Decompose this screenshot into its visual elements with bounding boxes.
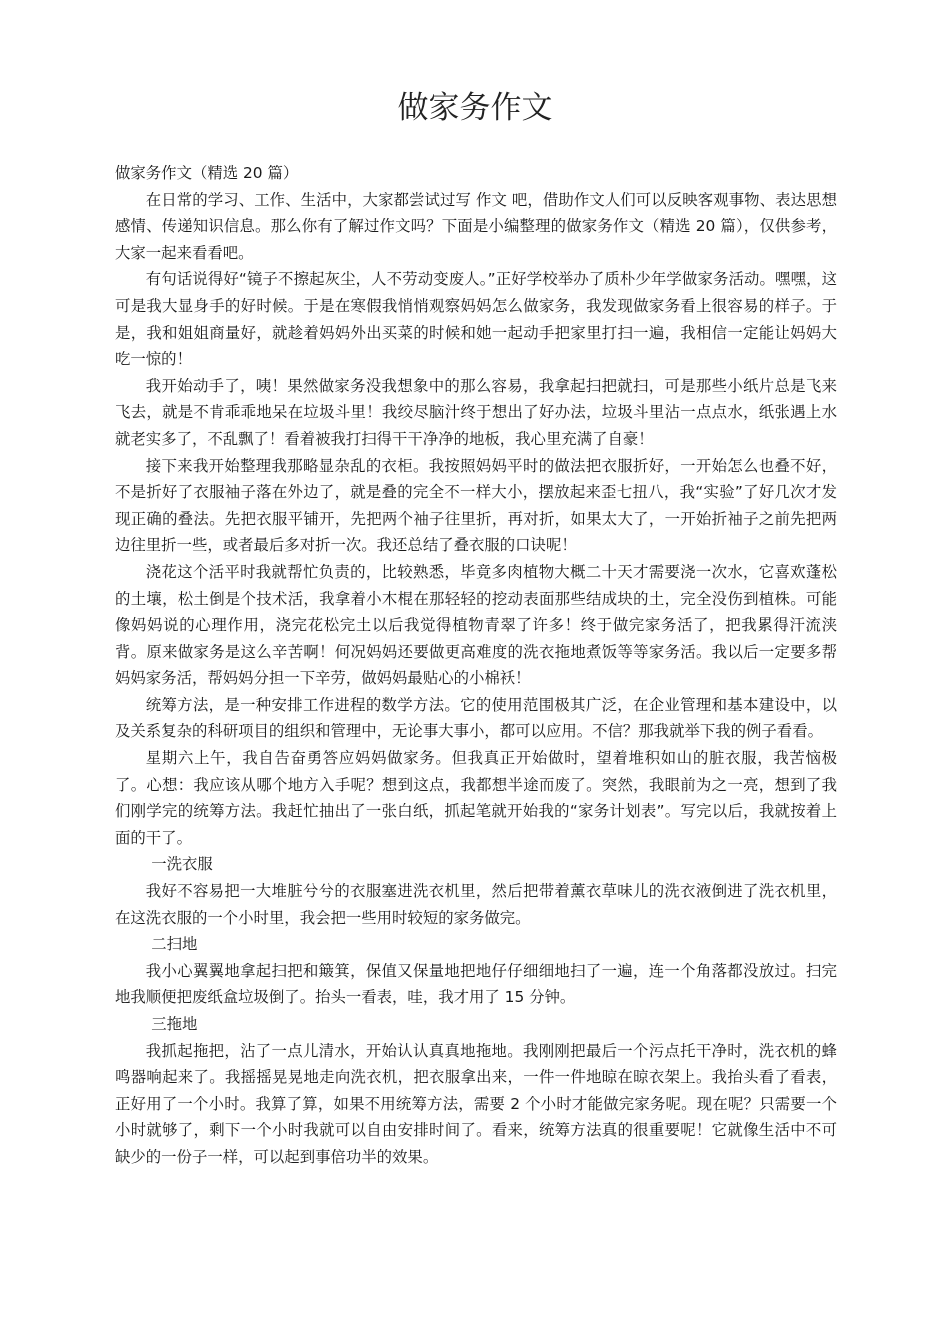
section-label: 一洗衣服 [151, 855, 213, 874]
body-paragraph: 有句话说得好“镜子不擦起灰尘，人不劳动变废人。”正好学校举办了质朴少年学做家务活动。嘿嘿，这可是我大显身手的好时候。于是在寒假我悄悄观察妈妈怎么做家务，我发现做家务看上很容易的样子。于是，我和姐姐商量好，就趁着妈妈外出买菜的时候和她一起动手把家里打扫一遍，我相信一定能让妈妈大吃一惊的！ [115, 270, 837, 369]
section-label: 三拖地 [151, 1015, 198, 1033]
body-paragraph: 我开始动手了，咦！果然做家务没我想象中的那么容易，我拿起扫把就扫，可是那些小纸片总是飞来飞去，就是不肯乖乖地呆在垃圾斗里！我绞尽脑汁终于想出了好办法，垃圾斗里沾一点点水，纸张遇上水就老实多了，不乱飘了！看着被我打扫得干干净净的地板，我心里充满了自豪！ [115, 376, 837, 448]
body-paragraph: 浇花这个活平时我就帮忙负责的，比较熟悉，毕竟多肉植物大概二十天才需要浇一次水，它喜欢蓬松的土壤，松土倒是个技术活，我拿着小木棍在那轻轻的挖动表面那些结成块的土，完全没伤到植株。可能像妈妈说的心理作用，浇完花松完土以后我觉得植物青翠了许多！终于做完家务活了，把我累得汗流浃背。原来做家务是这么辛苦啊！何况妈妈还要做更高难度的洗衣拖地煮饭等等家务活。我以后一定要多帮妈妈家务活，帮妈妈分担一下辛劳，做妈妈最贴心的小棉袄！ [115, 562, 837, 688]
body-paragraph: 我好不容易把一大堆脏兮兮的衣服塞进洗衣机里，然后把带着薰衣草味儿的洗衣液倒进了洗衣机里，在这洗衣服的一个小时里，我会把一些用时较短的家务做完。 [115, 882, 837, 927]
body-paragraph: 星期六上午，我自告奋勇答应妈妈做家务。但我真正开始做时，望着堆积如山的脏衣服，我苦恼极了。心想：我应该从哪个地方入手呢？想到这点，我都想半途而废了。突然，我眼前为之一亮，想到了我们刚学完的统筹方法。我赶忙抽出了一张白纸，抓起笔就开始我的“家务计划表”。写完以后，我就按着上面的干了。 [115, 749, 837, 847]
body-paragraph: 接下来我开始整理我那略显杂乱的衣柜。我按照妈妈平时的做法把衣服折好，一开始怎么也叠不好，不是折好了衣服袖子落在外边了，就是叠的完全不一样大小，摆放起来歪七扭八，我“实验”了好几次才发现正确的叠法。先把衣服平铺开，先把两个袖子往里折，再对折，如果太大了，一开始折袖子之前先把两边往里折一些，或者最后多对折一次。我还总结了叠衣服的口诀呢！ [115, 456, 837, 555]
subtitle-paragraph: 做家务作文（精选 20 篇） [115, 164, 299, 182]
document-title: 做家务作文 [397, 90, 553, 126]
section-label: 二扫地 [151, 935, 198, 954]
body-paragraph: 在日常的学习、工作、生活中，大家都尝试过写 作文 吧，借助作文人们可以反映客观事物、表达思想感情、传递知识信息。那么你有了解过作文吗？下面是小编整理的做家务作文（精选 20 篇），仅供参考，大家一起来看看吧。 [115, 190, 837, 262]
body-paragraph: 我小心翼翼地拿起扫把和簸箕，保值又保量地把地仔仔细细地扫了一遍，连一个角落都没放过。扫完地我顺便把废纸盒垃圾倒了。抬头一看表，哇，我才用了 15 分钟。 [115, 961, 837, 1007]
body-paragraph: 统筹方法，是一种安排工作进程的数学方法。它的使用范围极其广泛，在企业管理和基本建设中，以及关系复杂的科研项目的组织和管理中，无论事大事小，都可以应用。不信？那我就举下我的例子看看。 [115, 695, 837, 741]
body-paragraph: 我抓起拖把，沾了一点儿清水，开始认认真真地拖地。我刚刚把最后一个污点托干净时，洗衣机的蜂鸣器响起来了。我摇摇晃晃地走向洗衣机，把衣服拿出来，一件一件地晾在晾衣架上。我抬头看了看表，正好用了一个小时。我算了算，如果不用统筹方法，需要 2 个小时才能做完家务呢。现在呢？只需要一个小时就够了，剩下一个小时我就可以自由安排时间了。看来，统筹方法真的很重要呢！它就像生活中不可缺少的一份子一样，可以起到事倍功半的效果。 [115, 1041, 837, 1166]
document-body [115, 160, 837, 1171]
